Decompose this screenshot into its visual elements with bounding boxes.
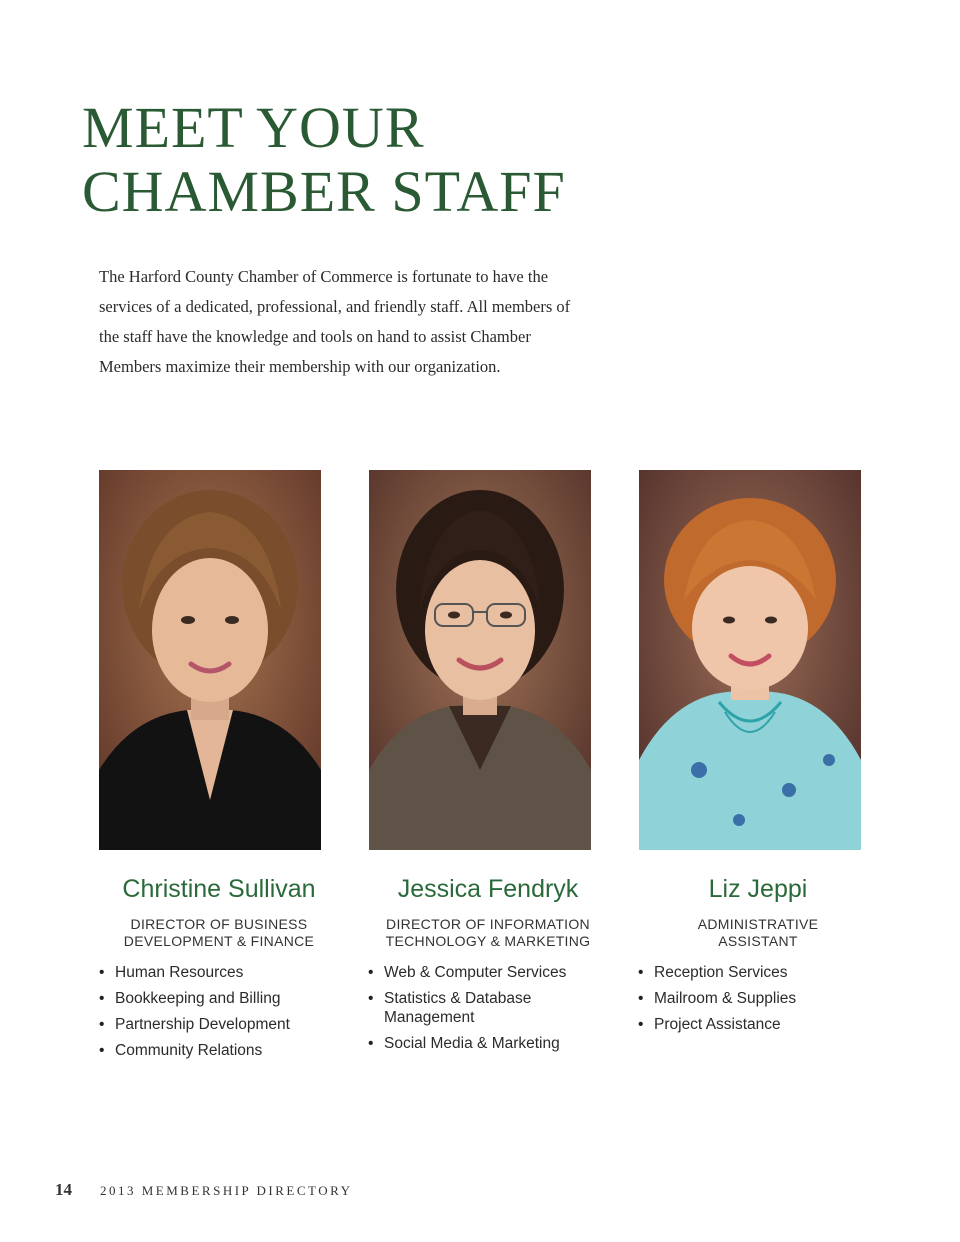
staff-job-title [99, 916, 339, 950]
duty-item: • Project Assistance [638, 1015, 868, 1034]
staff-job-title-line-1: DIRECTOR OF BUSINESS [130, 916, 308, 932]
staff-photo [99, 470, 321, 850]
staff-job-title-line-1: DIRECTOR OF INFORMATION [386, 916, 590, 932]
page-number: 14 [55, 1180, 72, 1199]
duty-list [638, 963, 868, 1041]
page-title [82, 96, 566, 224]
duty-item: • Social Media & Marketing [368, 1034, 598, 1053]
duty-item: • Bookkeeping and Billing [99, 989, 329, 1008]
staff-name: Christine Sullivan [122, 875, 316, 903]
duty-item: • Web & Computer Services [368, 963, 598, 982]
duty-item: • Mailroom & Supplies [638, 989, 868, 1008]
intro-paragraph: The Harford County Chamber of Commerce is fortunate to have the services of a dedicated, professional, and friendly staff. All members of the staff have the knowledge and tools on hand to assist Chamber Members maximize their membership with our organization. [99, 267, 571, 376]
staff-job-title-line-1: ADMINISTRATIVE [697, 916, 819, 932]
staff-photo [639, 470, 861, 850]
staff-job-title-line-2: TECHNOLOGY & MARKETING [385, 933, 591, 949]
staff-job-title-line-2: ASSISTANT [718, 933, 798, 949]
footer-label: 2013 MEMBERSHIP DIRECTORY [100, 1183, 353, 1198]
duty-item: • Human Resources [99, 963, 329, 982]
staff-job-title-line-2: DEVELOPMENT & FINANCE [123, 933, 315, 949]
page-title-line-2: CHAMBER STAFF [82, 159, 566, 224]
duty-list [368, 963, 598, 1060]
staff-name: Liz Jeppi [708, 875, 808, 903]
staff-job-title [638, 916, 878, 950]
page-footer [55, 1180, 352, 1200]
duty-item: • Partnership Development [99, 1015, 329, 1034]
duty-list [99, 963, 329, 1067]
duty-item: • Reception Services [638, 963, 868, 982]
page-title-line-1: MEET YOUR [82, 95, 425, 160]
duty-item: • Community Relations [99, 1041, 329, 1060]
staff-name: Jessica Fendryk [397, 875, 579, 903]
staff-photo [369, 470, 591, 850]
staff-job-title [368, 916, 608, 950]
duty-item: • Statistics & Database Management [368, 989, 598, 1027]
